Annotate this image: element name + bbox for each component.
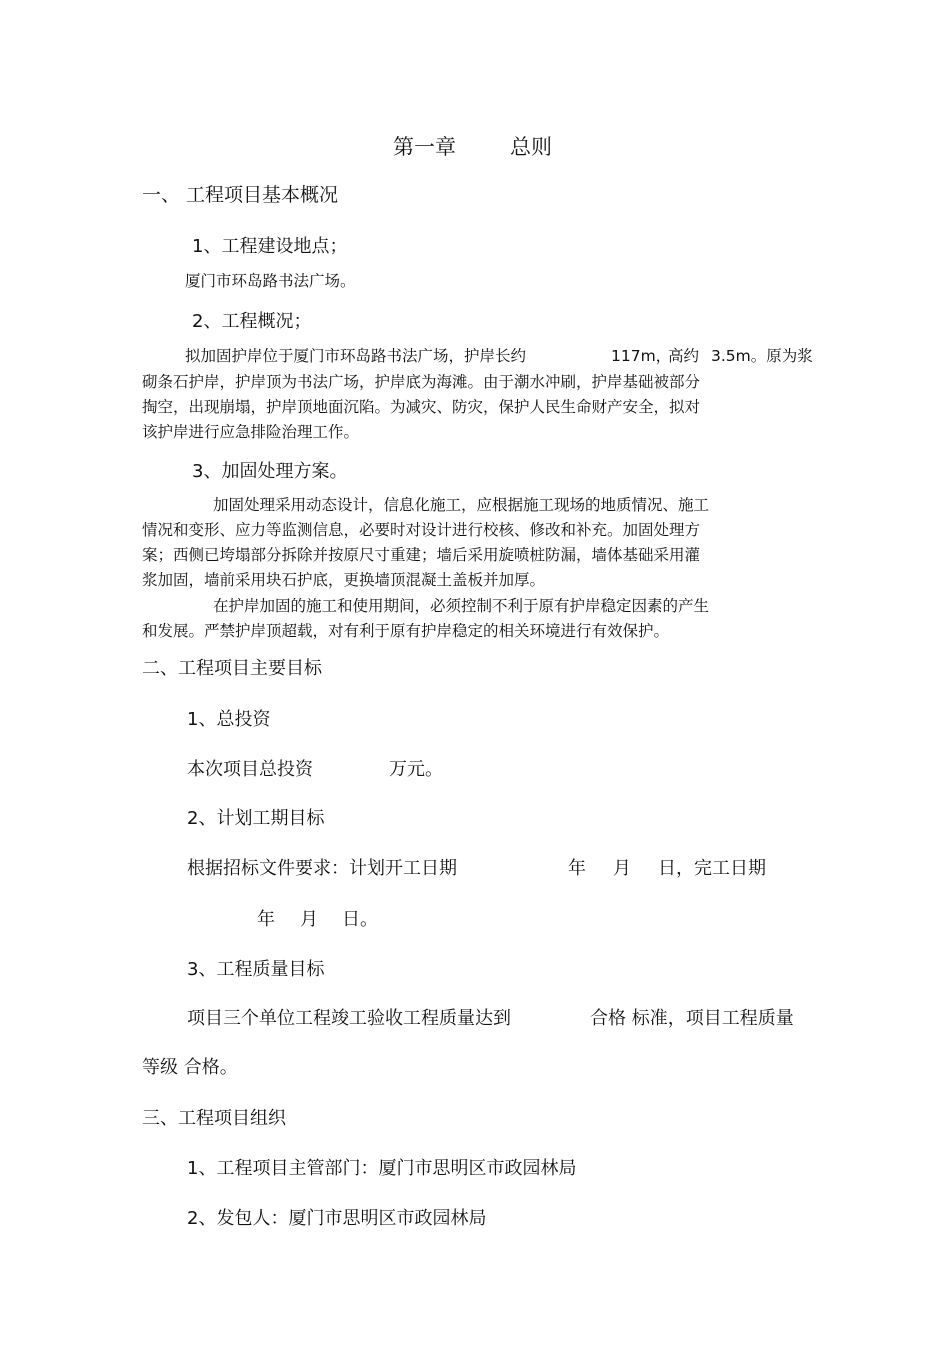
- schedule-title: 2、计划工期目标: [187, 808, 325, 829]
- organization-item-2: 2、发包人：厦门市思明区市政园林局: [187, 1208, 487, 1229]
- item-3-line-6: 和发展。严禁护岸顶超载，对有利于原有护岸稳定的相关环境进行有效保护。: [142, 622, 670, 640]
- section-3-heading: 三、工程项目组织: [142, 1108, 286, 1129]
- quality-text-b: 合格 标准，项目工程质量: [590, 1008, 794, 1029]
- schedule-start-year: 年: [568, 858, 586, 879]
- item-2-line-1a: 拟加固护岸位于厦门市环岛路书法广场，护岸长约: [185, 347, 527, 365]
- item-3-line-5: 在护岸加固的施工和使用期间，必须控制不利于原有护岸稳定因素的产生: [213, 597, 710, 615]
- section-1-heading: 一、 工程项目基本概况: [142, 184, 339, 206]
- schedule-start-month: 月: [613, 858, 631, 879]
- chapter-label: 第一章: [393, 135, 456, 159]
- item-2-line-2: 砌条石护岸，护岸顶为书法广场，护岸底为海滩。由于潮水冲刷，护岸基础被部分: [142, 373, 701, 391]
- item-3-line-1: 加固处理采用动态设计，信息化施工，应根据施工现场的地质情况、施工: [213, 496, 710, 514]
- item-3-line-4: 浆加固，墙前采用块石护底，更换墙顶混凝土盖板并加厚。: [142, 571, 546, 589]
- schedule-start-day: 日，完工日期: [658, 858, 766, 879]
- item-2-line-1c: 高约: [668, 347, 700, 365]
- schedule-end-year: 年: [257, 909, 275, 930]
- organization-item-1: 1、工程项目主管部门：厦门市思明区市政园林局: [187, 1158, 577, 1179]
- item-2-title: 2、工程概况；: [192, 311, 312, 332]
- quality-text-a: 项目三个单位工程竣工验收工程质量达到: [187, 1008, 511, 1029]
- investment-text-a: 本次项目总投资: [187, 759, 313, 780]
- item-2-line-1d: 3.5m。原为浆: [711, 347, 813, 365]
- item-2-line-3: 掏空，出现崩塌，护岸顶地面沉陷。为减灾、防灾，保护人民生命财产安全，拟对: [142, 398, 701, 416]
- item-1-text: 厦门市环岛路书法广场。: [185, 272, 356, 290]
- item-3-line-3: 案；西侧已垮塌部分拆除并按原尺寸重建；墙后采用旋喷桩防漏，墙体基础采用灌: [142, 546, 701, 564]
- schedule-end-day: 日。: [342, 909, 378, 930]
- quality-text-c: 等级 合格。: [142, 1057, 238, 1078]
- section-2-heading: 二、工程项目主要目标: [142, 658, 322, 679]
- item-3-title: 3、加固处理方案。: [192, 461, 348, 482]
- item-2-line-1b: 117m，: [611, 347, 672, 365]
- quality-title: 3、工程质量目标: [187, 959, 325, 980]
- chapter-title: 总则: [510, 135, 552, 159]
- investment-text-b: 万元。: [389, 759, 443, 780]
- item-2-line-4: 该护岸进行应急排险治理工作。: [142, 423, 360, 441]
- investment-title: 1、总投资: [187, 709, 271, 730]
- schedule-text-a: 根据招标文件要求：计划开工日期: [187, 858, 457, 879]
- schedule-end-month: 月: [300, 909, 318, 930]
- item-1-title: 1、工程建设地点；: [192, 236, 348, 257]
- item-3-line-2: 情况和变形、应力等监测信息，必要时对设计进行校核、修改和补充。加固处理方: [142, 521, 701, 539]
